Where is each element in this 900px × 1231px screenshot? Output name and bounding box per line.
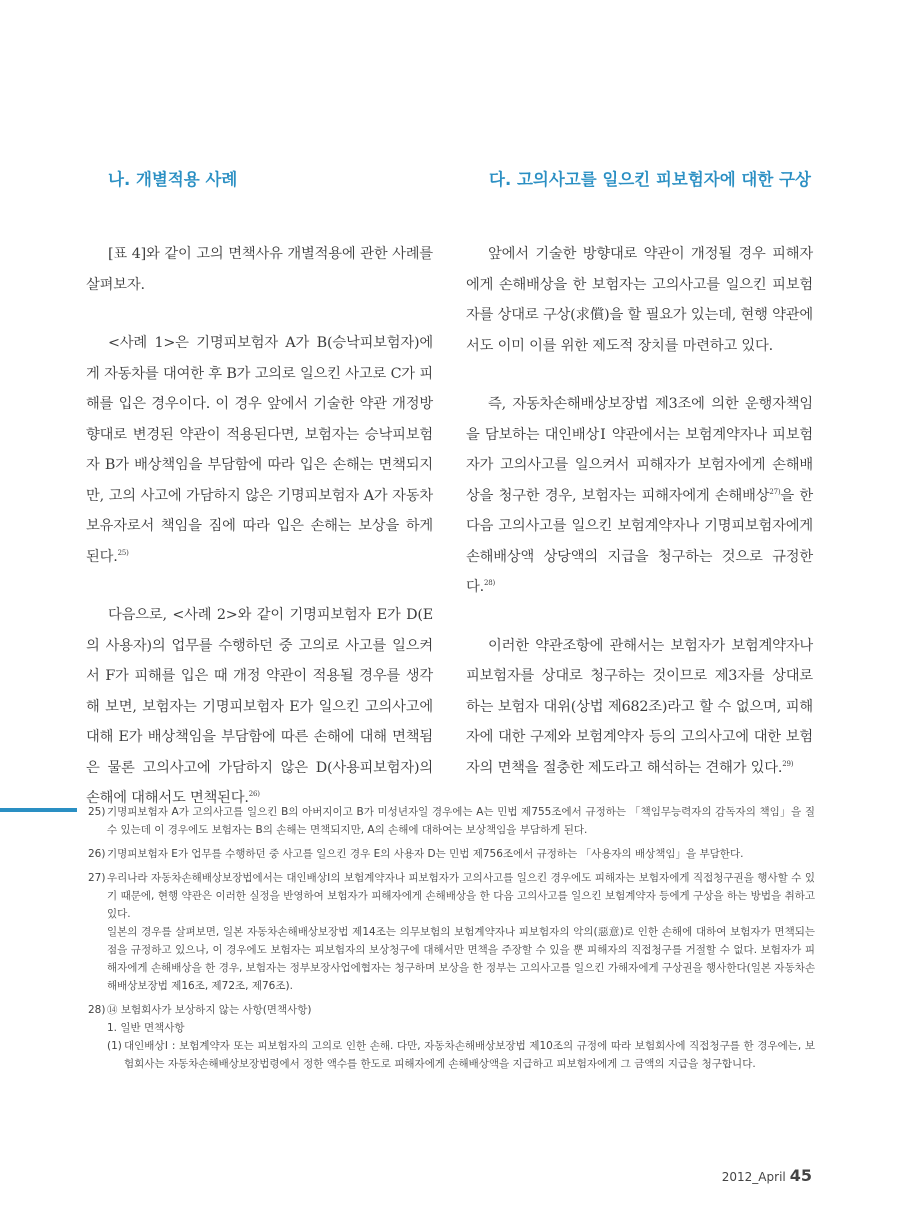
footnote-item-text: 대인배상Ⅰ : 보험계약자 또는 피보험자의 고의로 인한 손해. 다만, 자동차손해배상보장법 제10조의 규정에 따라 보험회사에 직접청구를 한 경우에는, 보험회사는 자동차손해배상보장법령에서 정한 액수를 한도로 피해자에게 손해배상액을 지급하고 피보험자에게 그 금액의 지급을 청구합니다. (124, 1040, 815, 1070)
footnote-number: 25) (88, 806, 106, 818)
footnote-number: 28) (88, 1004, 106, 1016)
footnote-ref[interactable]: 28) (483, 579, 496, 588)
footnote-item (107, 1037, 815, 1073)
page-footer (722, 1166, 812, 1185)
paragraph: [표 4]와 같이 고의 면책사유 개별적용에 관한 사례를 살펴보자. (86, 246, 433, 293)
footnote-number: 26) (88, 848, 106, 860)
section-heading-left: 나. 개별적용 사례 (108, 170, 238, 189)
left-column (86, 165, 433, 842)
paragraph (466, 631, 813, 784)
footnote-ref[interactable]: 25) (117, 548, 129, 557)
footnote-accent-bar (0, 808, 77, 812)
issue-label: 2012_April (721, 1170, 786, 1184)
footnote-26 (88, 845, 815, 863)
footnote-text: 우리나라 자동차손해배상보장법에서는 대인배상Ⅰ의 보험계약자나 피보험자가 고의사고를 일으킨 경우에도 피해자는 보험자에게 직접청구권을 행사할 수 있기 때문에, 현행 약관은 이러한 실정을 반영하여 보험자가 피해자에게 손해배상을 한 다음 고의사고를 일으킨 보험계약자 등에게 구상을 하는 방법을 취하고 있다. (107, 872, 815, 920)
paragraph (466, 389, 813, 603)
footnote-text: 기명피보험자 A가 고의사고를 일으킨 B의 아버지이고 B가 미성년자일 경우에는 A는 민법 제755조에서 규정하는 「책임무능력자의 감독자의 책임」을 질 수 있는데 이 경우에도 보험자는 B의 손해는 면책되지만, A의 손해에 대하여는 보상책임을 부담하게 된다. (107, 806, 815, 836)
footnote-text: 기명피보험자 E가 업무를 수행하던 중 사고를 일으킨 경우 E의 사용자 D는 민법 제756조에서 규정하는 「사용자의 배상책임」을 부담한다. (107, 848, 744, 860)
footnote-subheading: 1. 일반 면책사항 (107, 1022, 185, 1034)
footnote-ref[interactable]: 29) (782, 759, 794, 768)
paragraph-text: 다음으로, <사례 2>와 같이 기명피보험자 E가 D(E의 사용자)의 업무를 수행하던 중 고의로 사고를 일으켜서 F가 피해를 입은 때 개정 약관이 적용될 경우를 생각해 보면, 보험자는 기명피보험자 E가 일으킨 고의사고에 대해 E가 배상책임을 부담함에 따른 손해에 대해 면책됨은 물론 고의사고에 가담하지 않은 D(사용피보험자)의 손해에 대해서도 면책된다. (86, 607, 433, 806)
right-column (466, 165, 813, 811)
footnote-25 (88, 803, 815, 839)
paragraph (86, 600, 433, 814)
footnote-ref[interactable]: 26) (248, 790, 260, 799)
paragraph-text: 을 한 다음 고의사고를 일으킨 보험계약자나 기명피보험자에게 손해배상액 상당액의 지급을 청구하는 것으로 규정한다. (466, 487, 813, 595)
footnote-title: ⑭ 보험회사가 보상하지 않는 사항(면책사항) (107, 1004, 312, 1016)
footnote-28 (88, 1001, 815, 1073)
paragraph: 앞에서 기술한 방향대로 약관이 개정될 경우 피해자에게 손해배상을 한 보험자는 고의사고를 일으킨 피보험자를 상대로 구상(求償)을 할 필요가 있는데, 현행 약관에서도 이미 이를 위한 제도적 장치를 마련하고 있다. (466, 246, 813, 354)
footnote-item-marker: (1) (107, 1040, 122, 1052)
paragraph-text: 이러한 약관조항에 관해서는 보험자가 보험계약자나 피보험자를 상대로 청구하는 것이므로 제3자를 상대로 하는 보험자 대위(상법 제682조)라고 할 수 없으며, 피해자에 대한 구제와 보험계약자 등의 고의사고에 대한 보험자의 면책을 절충한 제도라고 해석하는 견해가 있다. (466, 637, 813, 776)
footnote-text: 일본의 경우를 살펴보면, 일본 자동차손해배상보장법 제14조는 의무보험의 보험계약자나 피보험자의 악의(惡意)로 인한 손해에 대하여 보험자가 면책되는 점을 규정하고 있으나, 이 경우에도 보험자는 피보험자의 보상청구에 대해서만 면책을 주장할 수 있을 뿐 피해자의 직접청구를 거절할 수 없다. 보험자가 피해자에게 손해배상을 한 경우, 보험자는 정부보장사업에협자는 청구하며 보상을 한 정부는 고의사고를 일으킨 가해자에게 구상권을 행사한다(일본 자동차손해배상보장법 제16조, 제72조, 제76조). (107, 926, 815, 992)
footnote-27 (88, 869, 815, 995)
paragraph-text: <사례 1>은 기명피보험자 A가 B(승낙피보험자)에게 자동차를 대여한 후 B가 고의로 일으킨 사고로 C가 피해를 입은 경우이다. 이 경우 앞에서 기술한 약관 개정방향대로 변경된 약관이 적용된다면, 보험자는 승낙피보험자 B가 배상책임을 부담함에 따라 입은 손해는 면책되지만, 고의 사고에 가담하지 않은 기명피보험자 A가 자동차보유자로서 책임을 짐에 따라 입은 손해는 보상을 하게 된다. (86, 335, 433, 565)
page-number: 45 (789, 1166, 812, 1185)
paragraph (86, 328, 433, 572)
section-heading-right: 다. 고의사고를 일으킨 피보험자에 대한 구상 (489, 170, 811, 189)
paragraph-text: 즉, 자동차손해배상보장법 제3조에 의한 운행자책임을 담보하는 대인배상Ⅰ 약관에서는 보험계약자나 피보험자가 고의사고를 일으켜서 피해자가 보험자에게 손해배상을 청구한 경우, 보험자는 피해자에게 손해배상 (466, 396, 813, 504)
footnote-number: 27) (88, 872, 106, 884)
footnote-ref[interactable]: 27) (769, 487, 781, 496)
footnotes (88, 803, 815, 1079)
